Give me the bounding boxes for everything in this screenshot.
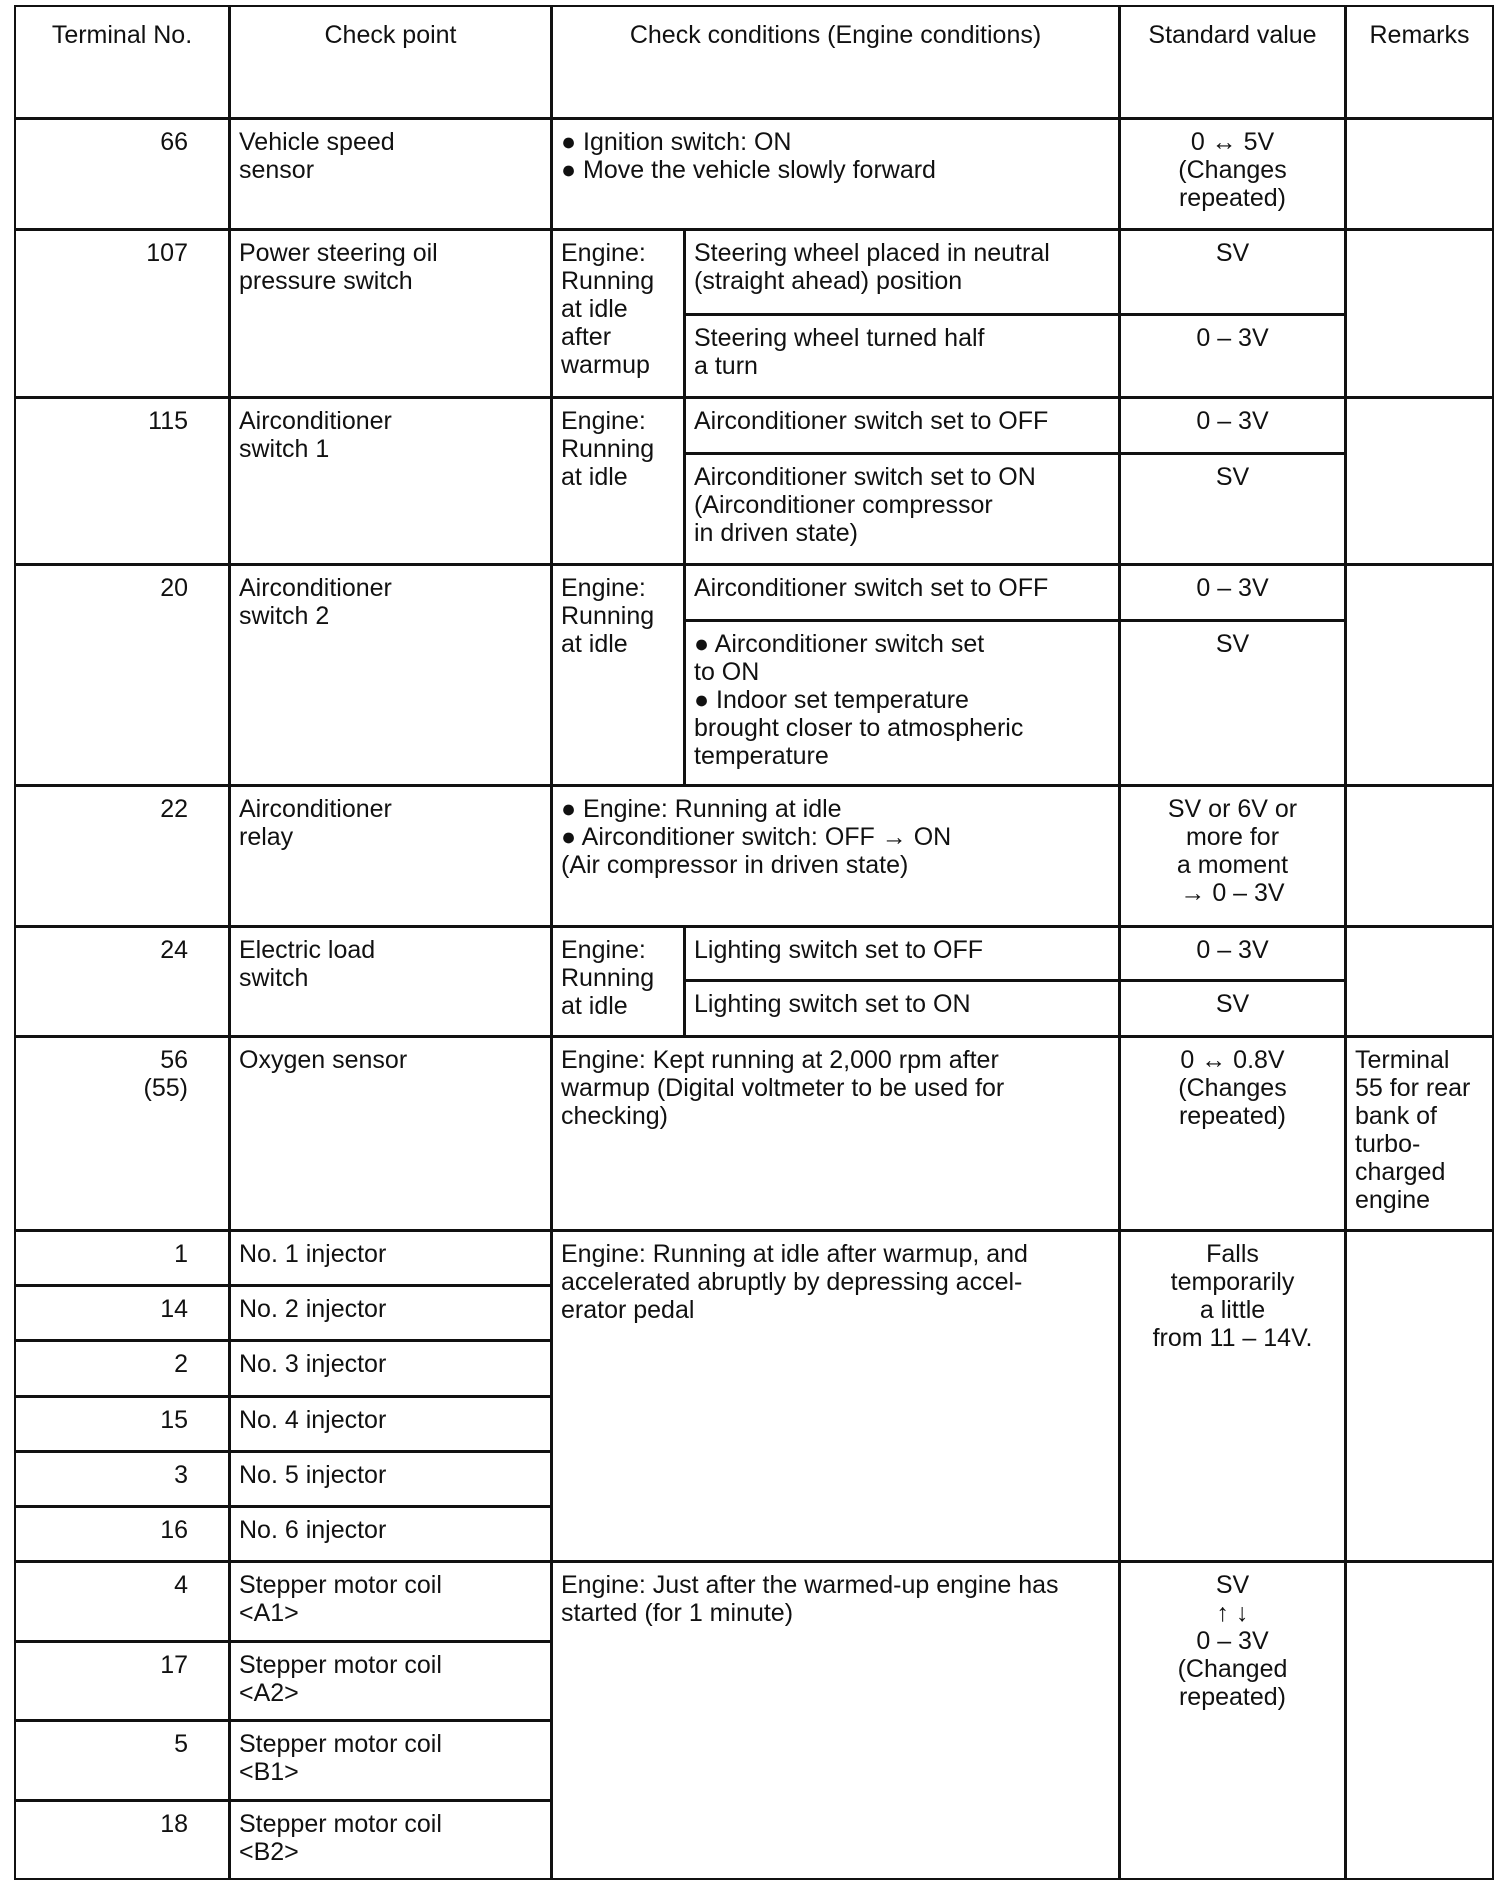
terminal-no: 18 <box>14 1800 230 1880</box>
standard-value: SV <box>1119 980 1346 1037</box>
check-condition: ● Engine: Running at idle ● Airconditioner switch: OFF → ON (Air compressor in driven state) <box>551 785 1120 927</box>
check-point: Power steering oil pressure switch <box>229 229 552 398</box>
remarks <box>1345 229 1494 398</box>
standard-value: Falls temporarily a little from 11 – 14V. <box>1119 1230 1346 1562</box>
check-point: Stepper motor coil <B1> <box>229 1720 552 1801</box>
header-remarks: Remarks <box>1345 5 1494 119</box>
check-point: Oxygen sensor <box>229 1036 552 1231</box>
terminal-no: 14 <box>14 1285 230 1341</box>
check-condition: Lighting switch set to OFF <box>684 926 1120 981</box>
check-point: Stepper motor coil <B2> <box>229 1800 552 1880</box>
terminal-no: 56 (55) <box>14 1036 230 1231</box>
standard-value: SV <box>1119 229 1346 315</box>
check-condition: Airconditioner switch set to OFF <box>684 397 1120 454</box>
header-terminal-no: Terminal No. <box>14 5 230 119</box>
check-condition: ● Airconditioner switch set to ON ● Indoor set temperature brought closer to atmospheric temperature <box>684 620 1120 786</box>
terminal-no: 115 <box>14 397 230 565</box>
remarks <box>1345 785 1494 927</box>
terminal-no: 17 <box>14 1641 230 1721</box>
check-condition: Steering wheel placed in neutral (straight ahead) position <box>684 229 1120 315</box>
standard-value: SV or 6V or more for a moment → 0 – 3V <box>1119 785 1346 927</box>
standard-value: SV <box>1119 620 1346 786</box>
remarks <box>1345 926 1494 1037</box>
terminal-no: 107 <box>14 229 230 398</box>
check-point: No. 4 injector <box>229 1396 552 1452</box>
remarks <box>1345 397 1494 565</box>
check-point: Airconditioner relay <box>229 785 552 927</box>
standard-value: 0 – 3V <box>1119 314 1346 398</box>
header-standard-value: Standard value <box>1119 5 1346 119</box>
standard-value: 0 ↔ 0.8V (Changes repeated) <box>1119 1036 1346 1231</box>
standard-value: SV <box>1119 453 1346 565</box>
terminal-no: 66 <box>14 118 230 230</box>
engine-condition: Engine: Running at idle <box>551 397 685 565</box>
remarks <box>1345 1561 1494 1880</box>
terminal-no: 16 <box>14 1506 230 1562</box>
terminal-no: 2 <box>14 1340 230 1397</box>
engine-condition: Engine: Running at idle after warmup <box>551 229 685 398</box>
terminal-no: 22 <box>14 785 230 927</box>
remarks: Terminal 55 for rear bank of turbo- charged engine <box>1345 1036 1494 1231</box>
header-check-conditions: Check conditions (Engine conditions) <box>551 5 1120 119</box>
standard-value: 0 – 3V <box>1119 926 1346 981</box>
terminal-no: 1 <box>14 1230 230 1286</box>
check-point: No. 1 injector <box>229 1230 552 1286</box>
check-condition: Lighting switch set to ON <box>684 980 1120 1037</box>
check-point: No. 5 injector <box>229 1451 552 1507</box>
check-point: Stepper motor coil <A1> <box>229 1561 552 1642</box>
standard-value: 0 – 3V <box>1119 397 1346 454</box>
remarks <box>1345 118 1494 230</box>
terminal-no: 4 <box>14 1561 230 1642</box>
check-point: Electric load switch <box>229 926 552 1037</box>
terminal-no: 5 <box>14 1720 230 1801</box>
terminal-no: 24 <box>14 926 230 1037</box>
check-condition: Engine: Just after the warmed-up engine has started (for 1 minute) <box>551 1561 1120 1880</box>
standard-value: SV ↑ ↓ 0 – 3V (Changed repeated) <box>1119 1561 1346 1880</box>
standard-value: 0 ↔ 5V (Changes repeated) <box>1119 118 1346 230</box>
check-point: Airconditioner switch 1 <box>229 397 552 565</box>
engine-condition: Engine: Running at idle <box>551 926 685 1037</box>
remarks <box>1345 1230 1494 1562</box>
header-check-point: Check point <box>229 5 552 119</box>
check-condition: Engine: Running at idle after warmup, and accelerated abruptly by depressing accel- erator pedal <box>551 1230 1120 1562</box>
check-point: No. 6 injector <box>229 1506 552 1562</box>
check-condition: Airconditioner switch set to OFF <box>684 564 1120 621</box>
check-point: No. 3 injector <box>229 1340 552 1397</box>
check-condition: ● Ignition switch: ON ● Move the vehicle slowly forward <box>551 118 1120 230</box>
standard-value: 0 – 3V <box>1119 564 1346 621</box>
terminal-no: 3 <box>14 1451 230 1507</box>
check-point: Airconditioner switch 2 <box>229 564 552 786</box>
terminal-no: 20 <box>14 564 230 786</box>
terminal-no: 15 <box>14 1396 230 1452</box>
check-point: Vehicle speed sensor <box>229 118 552 230</box>
check-condition: Steering wheel turned half a turn <box>684 314 1120 398</box>
check-condition: Engine: Kept running at 2,000 rpm after warmup (Digital voltmeter to be used for checking) <box>551 1036 1120 1231</box>
check-condition: Airconditioner switch set to ON (Airconditioner compressor in driven state) <box>684 453 1120 565</box>
engine-condition: Engine: Running at idle <box>551 564 685 786</box>
remarks <box>1345 564 1494 786</box>
check-point: Stepper motor coil <A2> <box>229 1641 552 1721</box>
check-point: No. 2 injector <box>229 1285 552 1341</box>
